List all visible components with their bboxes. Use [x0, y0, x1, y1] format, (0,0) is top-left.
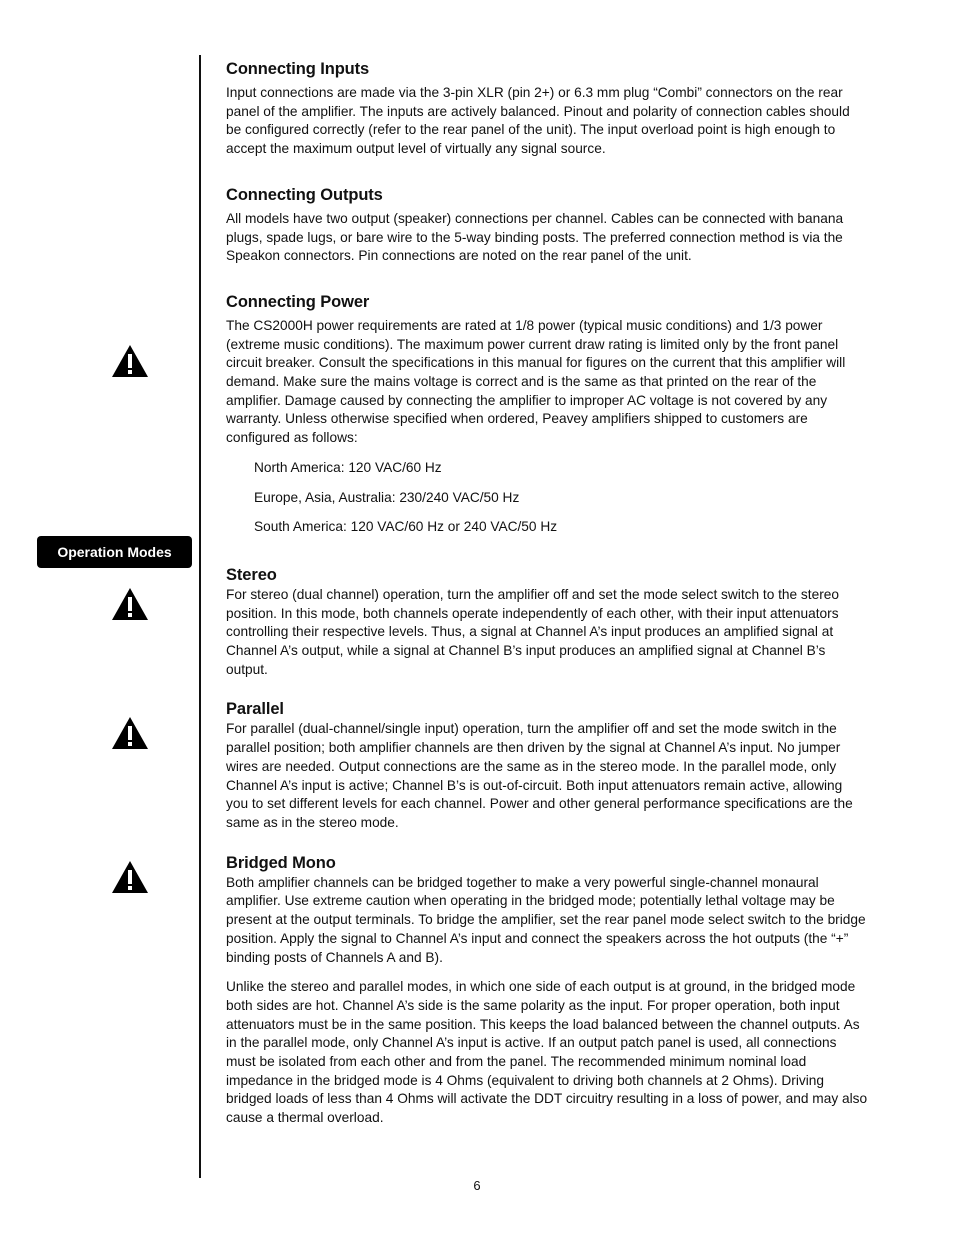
heading-connecting-outputs: Connecting Outputs — [226, 185, 383, 204]
warning-triangle-icon — [111, 587, 149, 621]
paragraph-parallel: For parallel (dual-channel/single input) operation, turn the amplifier off and set the mode switch in the parallel position; both amplifier channels are then driven by the signal at Channel A’s input. No jumper wires are needed. Output connections are the same as in the stereo mode. In the parallel mode, only Channel A’s input is active; Channel B’s is out-of-circuit. Both input attenuators remain active, allowing you to set different levels for each channel. Power and other general performance specifications are the same as in the stereo mode. — [226, 721, 853, 830]
section-tab-operation-modes: Operation Modes — [37, 536, 192, 568]
power-region-south-america: South America: 120 VAC/60 Hz or 240 VAC/50 Hz — [254, 519, 558, 535]
heading-parallel: Parallel — [226, 700, 284, 719]
heading-connecting-power: Connecting Power — [226, 292, 370, 311]
vertical-divider — [199, 55, 201, 1178]
paragraph-connecting-power: The CS2000H power requirements are rated at 1/8 power (typical music conditions) and 1/3 power (extreme music conditions). The maximum power current draw rating is limited only by the front panel circuit breaker. Consult the specifications in this manual for figures on the current that this amplifier will demand. Make sure the mains voltage is correct and is the same as that printed on the rear of the amplifier. Damage caused by connecting the amplifier to improper AC voltage is not covered by any warranty. Unless otherwise specified when ordered, Peavey amplifiers shipped to customers are configured as follows: — [226, 317, 846, 446]
warning-triangle-icon — [111, 860, 149, 894]
heading-stereo: Stereo — [226, 565, 277, 584]
paragraph-bridged-mono: Both amplifier channels can be bridged together to make a very powerful single-channel monaural amplifier. Use extreme caution when operating in the bridged mode; potentially lethal voltage may be present at the output terminals. To bridge the amplifier, set the rear panel mode select switch to the bridge position. Apply the signal to Channel A’s input and connect the speakers across the hot outputs (the “+” binding posts of Channels A and B). — [226, 874, 866, 965]
paragraph-connecting-inputs: Input connections are made via the 3-pin XLR (pin 2+) or 6.3 mm plug “Combi” connectors on the rear panel of the amplifier. The inputs are actively balanced. Pinout and polarity of connection cables should be configured correctly (refer to the rear panel of the unit). The input overload point is high enough to accept the maximum output level of virtually any signal source. — [226, 85, 850, 157]
paragraph-stereo: For stereo (dual channel) operation, turn the amplifier off and set the mode select switch to the stereo position. In this mode, both channels operate independently of each other, with their input attenuators controlling their respective levels. Thus, a signal at Channel A’s input produces an amplified signal at Channel A’s output, while a signal at Channel B’s input produces an amplified signal at Channel B’s output. — [226, 586, 839, 677]
power-region-north-america: North America: 120 VAC/60 Hz — [254, 459, 442, 475]
main-content — [226, 58, 868, 1128]
heading-connecting-inputs: Connecting Inputs — [226, 60, 370, 78]
power-region-europe-asia-australia: Europe, Asia, Australia: 230/240 VAC/50 Hz — [254, 489, 520, 505]
page-number: 6 — [473, 1178, 481, 1193]
heading-bridged-mono: Bridged Mono — [226, 853, 336, 872]
paragraph-connecting-outputs: All models have two output (speaker) connections per channel. Cables can be connected with banana plugs, spade lugs, or bare wire to the 5-way binding posts. The preferred connection method is via the Speakon connectors. Pin connections are noted on the rear panel of the unit. — [226, 210, 844, 264]
paragraph-bridged-mono-2: Unlike the stereo and parallel modes, in which one side of each output is at ground, in the bridged mode both sides are hot. Channel A’s side is the same polarity as the input. For proper operation, both input attenuators must be in the same position. This keeps the load balanced between the channel outputs. As in the parallel mode, only Channel A’s input is active. If an output patch panel is used, all connections must be isolated from each other and from the panel. The recommended minimum nominal load impedance in the bridged mode is 4 Ohms (equivalent to driving both channels at 2 Ohms). Driving bridged loads of less than 4 Ohms will activate the DDT circuitry resulting in a loss of power, and may also cause a thermal overload. — [226, 979, 868, 1126]
warning-triangle-icon — [111, 716, 149, 750]
warning-triangle-icon — [111, 344, 149, 378]
